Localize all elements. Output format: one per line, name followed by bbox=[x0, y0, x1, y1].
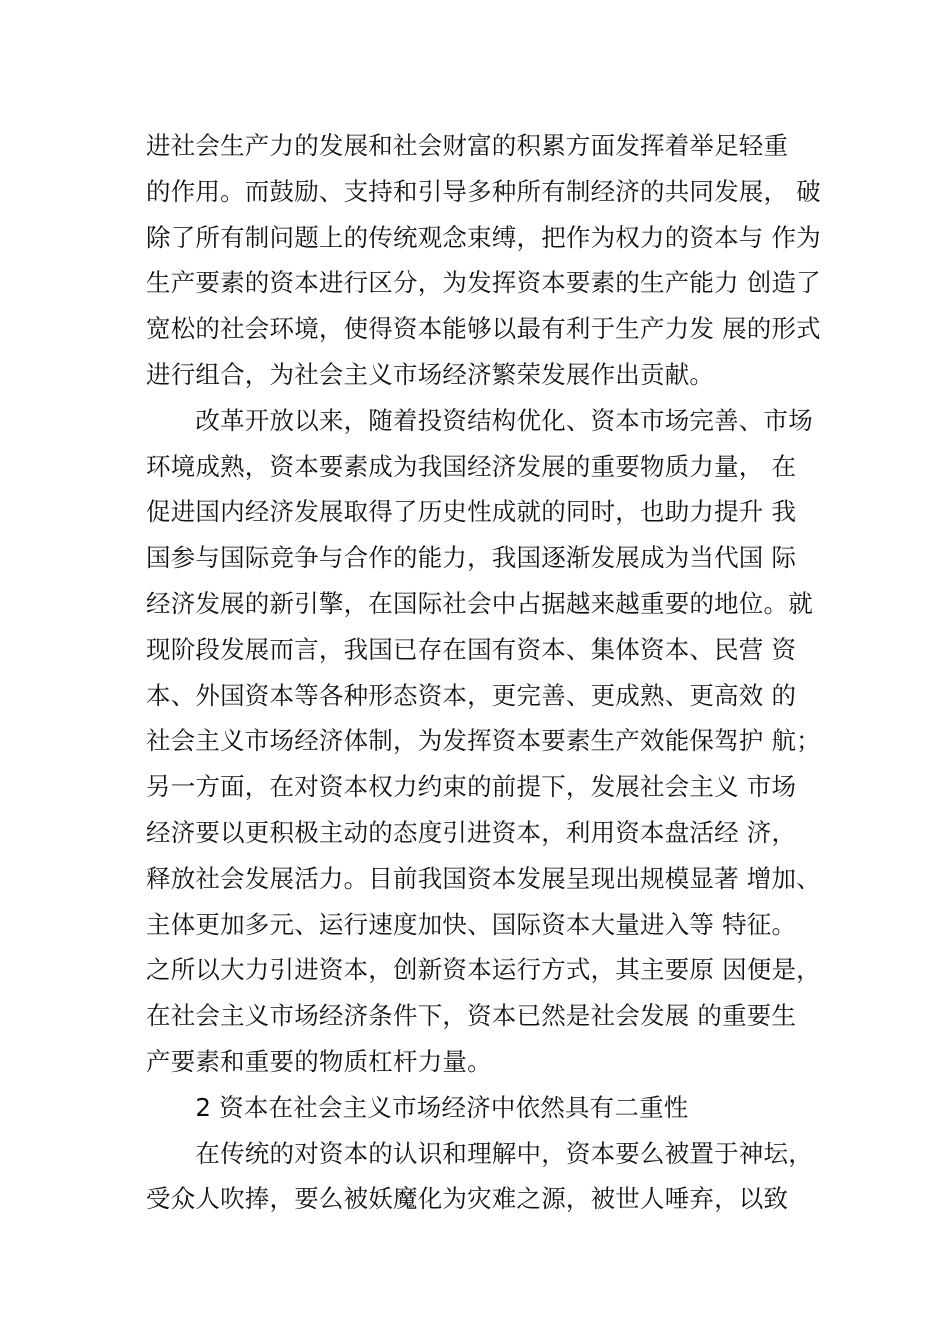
text-line: 的作用。而鼓励、支持和引导多种所有制经济的共同发展， 破 bbox=[146, 176, 821, 206]
text-line: 经济要以更积极主动的态度引进资本，利用资本盘活经 济， bbox=[146, 817, 797, 847]
text-line: 生产要素的资本进行区分，为发挥资本要素的生产能力 创造了 bbox=[146, 268, 821, 298]
text-line: 宽松的社会环境，使得资本能够以最有利于生产力发 展的形式 bbox=[146, 314, 821, 344]
text-line: 本、外国资本等各种形态资本，更完善、更成熟、更高效 的 bbox=[146, 680, 797, 710]
text-line: 进行组合，为社会主义市场经济繁荣发展作出贡献。 bbox=[146, 359, 715, 389]
body-text bbox=[146, 123, 846, 1222]
text-line: 在社会主义市场经济条件下，资本已然是社会发展 的重要生 bbox=[146, 1001, 797, 1031]
text-line: 释放社会发展活力。目前我国资本发展呈现出规模显著 增加、 bbox=[146, 863, 821, 893]
text-line: 环境成熟，资本要素成为我国经济发展的重要物质力量， 在 bbox=[146, 451, 797, 481]
text-line: 主体更加多元、运行速度加快、国际资本大量进入等 特征。 bbox=[146, 909, 797, 939]
text-line: 之所以大力引进资本，创新资本运行方式，其主要原 因便是， bbox=[146, 955, 821, 985]
text-line: 产要素和重要的物质杠杆力量。 bbox=[146, 1046, 492, 1076]
text-line: 现阶段发展而言，我国已存在国有资本、集体资本、民营 资 bbox=[146, 634, 797, 664]
text-line: 受众人吹捧，要么被妖魔化为灾难之源，被世人唾弃，以致 bbox=[146, 1184, 789, 1214]
text-line: 改革开放以来，随着投资结构优化、资本市场完善、市场 bbox=[146, 405, 813, 435]
text-line: 另一方面，在对资本权力约束的前提下，发展社会主义 市场 bbox=[146, 772, 797, 802]
text-line: 在传统的对资本的认识和理解中，资本要么被置于神坛， bbox=[146, 1138, 813, 1168]
text-line: 社会主义市场经济体制，为发挥资本要素生产效能保驾护 航； bbox=[146, 726, 821, 756]
section-heading: 2 资本在社会主义市场经济中依然具有二重性 bbox=[146, 1092, 689, 1122]
text-line: 除了所有制问题上的传统观念束缚，把作为权力的资本与 作为 bbox=[146, 222, 821, 252]
text-line: 国参与国际竞争与合作的能力，我国逐渐发展成为当代国 际 bbox=[146, 543, 797, 573]
text-line: 进社会生产力的发展和社会财富的积累方面发挥着举足轻重 bbox=[146, 131, 789, 160]
text-line: 促进国内经济发展取得了历史性成就的同时，也助力提升 我 bbox=[146, 497, 797, 527]
text-line: 经济发展的新引擎，在国际社会中占据越来越重要的地位。就 bbox=[146, 588, 813, 618]
